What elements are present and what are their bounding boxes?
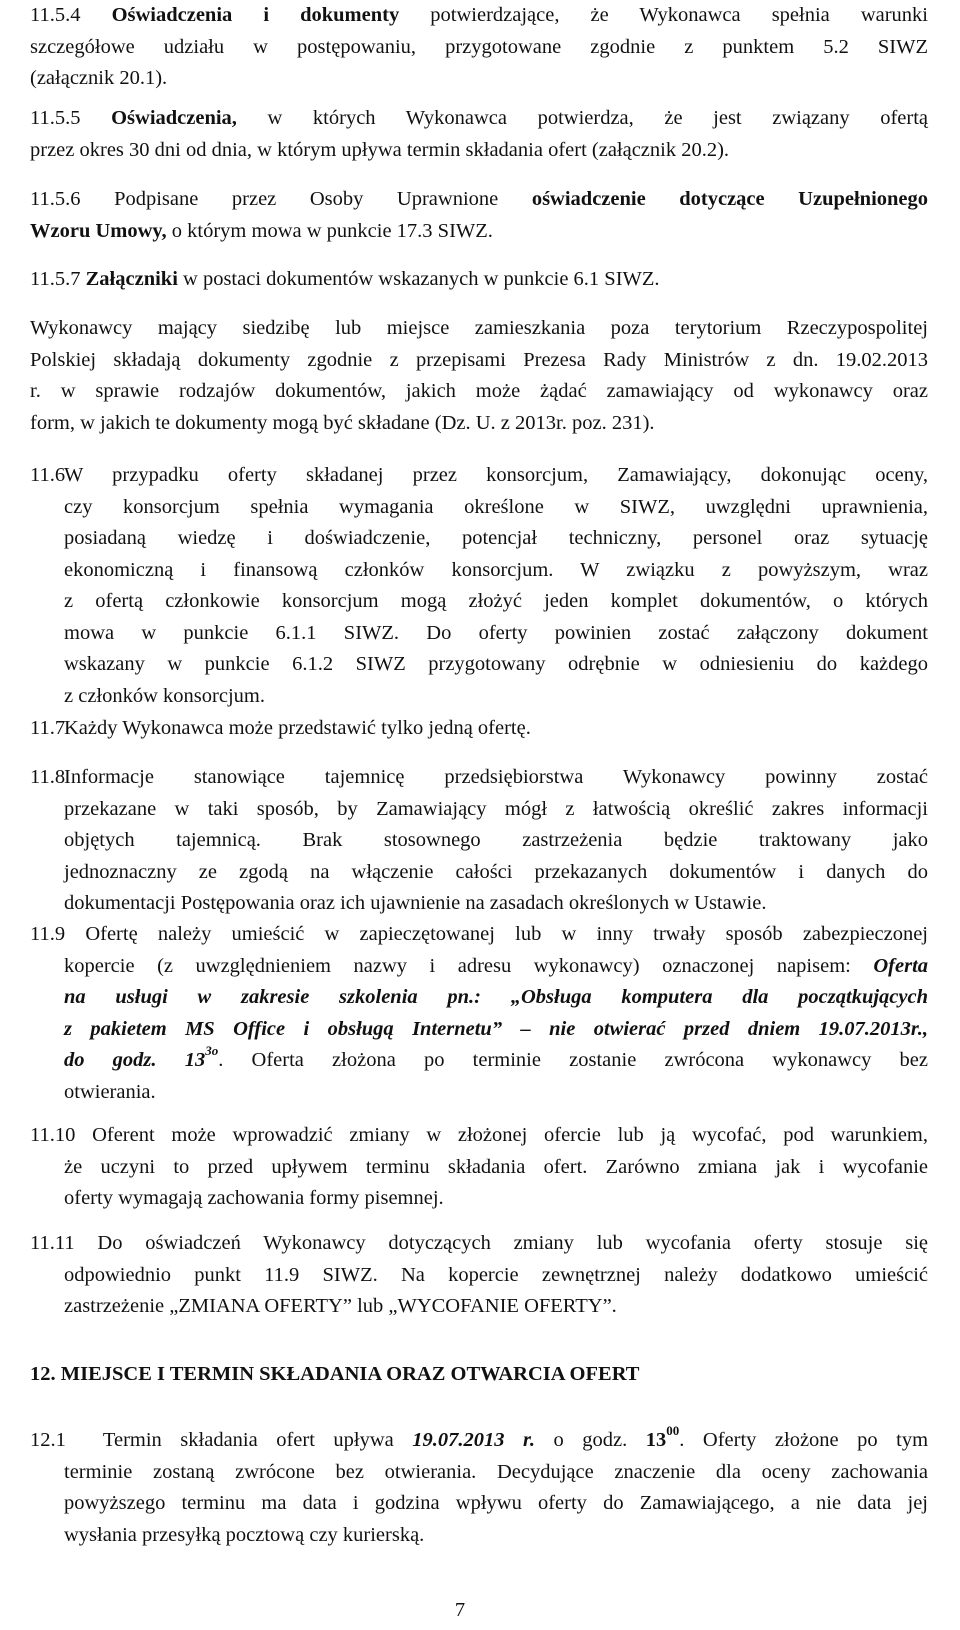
text-line: wysłania przesyłką pocztową czy kurierską. — [64, 1523, 425, 1546]
text-line: . Oferty złożone po tym — [679, 1429, 929, 1451]
deadline-hour: 13 — [645, 1429, 667, 1451]
section-11-7 — [30, 713, 928, 745]
bold-term: Oświadczenia i dokumenty — [111, 4, 400, 26]
bold-term: Załączniki — [85, 268, 178, 290]
section-number: 11.5.5 — [30, 107, 81, 129]
text-line: kopercie (z uwzględnieniem nazwy i adresu wykonawcy) oznaczonej napisem: — [64, 954, 851, 977]
text-line: czy konsorcjum spełnia wymagania określone w SIWZ, uwzględni uprawnienia, — [64, 495, 928, 518]
section-11-10 — [30, 1120, 928, 1215]
section-number: 11.9 — [30, 923, 66, 945]
text-line: jednoznaczny ze zgodą na włączenie całości przekazanych dokumentów i danych do — [64, 860, 928, 883]
section-number: 11.5.4 — [30, 4, 81, 26]
section-11-6 — [30, 460, 928, 712]
bold-italic-text: z pakietem MS Office i obsługą Internetu” – nie otwierać przed dniem 19.07.2013r., — [64, 1017, 928, 1040]
page-number: 7 — [454, 1599, 466, 1621]
text-line: wskazany w punkcie 6.1.2 SIWZ przygotowany odrębnie w odniesieniu do każdego — [64, 653, 928, 675]
text-line: otwierania. — [64, 1080, 156, 1103]
text-line: z ofertą członkowie konsorcjum mogą złożyć jeden komplet dokumentów, o których — [64, 590, 928, 612]
deadline-date: 19.07.2013 r. — [412, 1429, 536, 1451]
text-line: odpowiednio punkt 11.9 SIWZ. Na kopercie zewnętrznej należy dodatkowo umieścić — [64, 1263, 928, 1286]
paragraph-foreign-contractors — [30, 313, 928, 439]
text-line: Wykonawcy mający siedzibę lub miejsce zamieszkania poza terytorium Rzeczypospolitej — [30, 317, 928, 339]
text-line: szczegółowe udziału w postępowaniu, przygotowane zgodnie z punktem 5.2 SIWZ — [30, 35, 928, 58]
section-number: 11.7 — [30, 717, 66, 739]
section-11-5-5 — [30, 103, 928, 166]
section-11-5-6 — [30, 184, 928, 247]
text-line: w postaci dokumentów wskazanych w punkcie 6.1 SIWZ. — [183, 268, 660, 290]
text-line: w których Wykonawca potwierdza, że jest związany ofertą — [267, 107, 929, 129]
text-line: Informacje stanowiące tajemnicę przedsiębiorstwa Wykonawcy powinny zostać — [64, 766, 928, 788]
section-number: 11.5.6 — [30, 188, 81, 210]
section-11-11 — [30, 1228, 928, 1323]
text-line: z członków konsorcjum. — [64, 684, 265, 707]
section-number: 11.5.7 — [30, 268, 81, 290]
section-number: 11.6 — [30, 464, 66, 486]
section-11-5-4 — [30, 0, 928, 95]
section-11-9 — [30, 919, 928, 1108]
text-line: Każdy Wykonawca może przedstawić tylko jedną ofertę. — [64, 717, 531, 739]
bold-italic-text: na usługi w zakresie szkolenia pn.: „Obsługa komputera dla początkujących — [64, 986, 928, 1008]
text-line: Do oświadczeń Wykonawcy dotyczących zmiany lub wycofania oferty stosuje się — [97, 1232, 928, 1254]
section-heading-12: 12. MIEJSCE I TERMIN SKŁADANIA ORAZ OTWARCIA OFERT — [30, 1363, 640, 1385]
text-line: dokumentacji Postępowania oraz ich ujawnienie na zasadach określonych w Ustawie. — [64, 892, 767, 914]
section-number: 11.11 — [30, 1232, 75, 1254]
text-line: terminie zostaną zwrócone bez otwierania. Decydujące znaczenie dla oceny zachowania — [64, 1460, 928, 1483]
text-line: Ofertę należy umieścić w zapieczętowanej lub w inny trwały sposób zabezpieczonej — [85, 923, 928, 945]
superscript: 3o — [205, 1043, 219, 1059]
section-number: 11.8 — [30, 766, 66, 788]
text-line: że uczyni to przed upływem terminu składania ofert. Zarówno zmiana jak i wycofanie — [64, 1155, 928, 1178]
text-line: Termin składania ofert upływa — [102, 1429, 394, 1451]
section-number: 12.1 — [30, 1429, 66, 1451]
text-line: form, w jakich te dokumenty mogą być składane (Dz. U. z 2013r. poz. 231). — [30, 411, 655, 434]
section-11-8 — [30, 762, 928, 920]
section-12-1 — [30, 1425, 928, 1551]
bold-term: Oświadczenia, — [111, 107, 237, 129]
text-line: . Oferta złożona po terminie zostanie zwrócona wykonawcy bez — [218, 1049, 929, 1071]
text-line: Oferent może wprowadzić zmiany w złożonej ofercie lub ją wycofać, pod warunkiem, — [92, 1124, 928, 1146]
bold-term: oświadczenie dotyczące Uzupełnionego — [531, 188, 929, 210]
bold-italic-text: Oferta — [873, 954, 929, 977]
text-line: (załącznik 20.1). — [30, 67, 168, 89]
text-line: potwierdzające, że Wykonawca spełnia warunki — [430, 4, 928, 26]
text-line: r. w sprawie rodzajów dokumentów, jakich może żądać zamawiający od wykonawcy oraz — [30, 380, 928, 402]
superscript: 00 — [666, 1423, 680, 1439]
text-line: o którym mowa w punkcie 17.3 SIWZ. — [171, 219, 493, 242]
text-line: mowa w punkcie 6.1.1 SIWZ. Do oferty powinien zostać załączony dokument — [64, 621, 928, 644]
text-line: przez okres 30 dni od dnia, w którym upływa termin składania ofert (załącznik 20.2). — [30, 138, 730, 161]
text-line: posiadaną wiedzę i doświadczenie, potencjał techniczny, personel oraz sytuację — [64, 527, 928, 549]
bold-italic-text: do godz. 13 — [64, 1049, 206, 1071]
text-line: Polskiej składają dokumenty zgodnie z przepisami Prezesa Rady Ministrów z dn. 19.02.2013 — [30, 348, 928, 371]
text-line: powyższego terminu ma data i godzina wpływu oferty do Zamawiającego, a nie data jej — [64, 1492, 928, 1514]
text-line: W przypadku oferty składanej przez konsorcjum, Zamawiający, dokonując oceny, — [64, 464, 928, 486]
text-line: ekonomiczną i finansową członków konsorcjum. W związku z powyższym, wraz — [64, 558, 928, 581]
text-line: przekazane w taki sposób, by Zamawiający mógł z łatwością określić zakres informacji — [64, 797, 928, 820]
text-line: o godz. — [553, 1429, 628, 1451]
bold-term: Wzoru Umowy, — [30, 219, 167, 242]
text-line: zastrzeżenie „ZMIANA OFERTY” lub „WYCOFANIE OFERTY”. — [64, 1295, 617, 1317]
text-line: oferty wymagają zachowania formy pisemnej. — [64, 1187, 444, 1209]
text-line: Podpisane przez Osoby Uprawnione — [114, 188, 499, 210]
section-number: 11.10 — [30, 1124, 76, 1146]
text-line: objętych tajemnicą. Brak stosownego zastrzeżenia będzie traktowany jako — [64, 829, 928, 851]
section-11-5-7 — [30, 264, 928, 296]
